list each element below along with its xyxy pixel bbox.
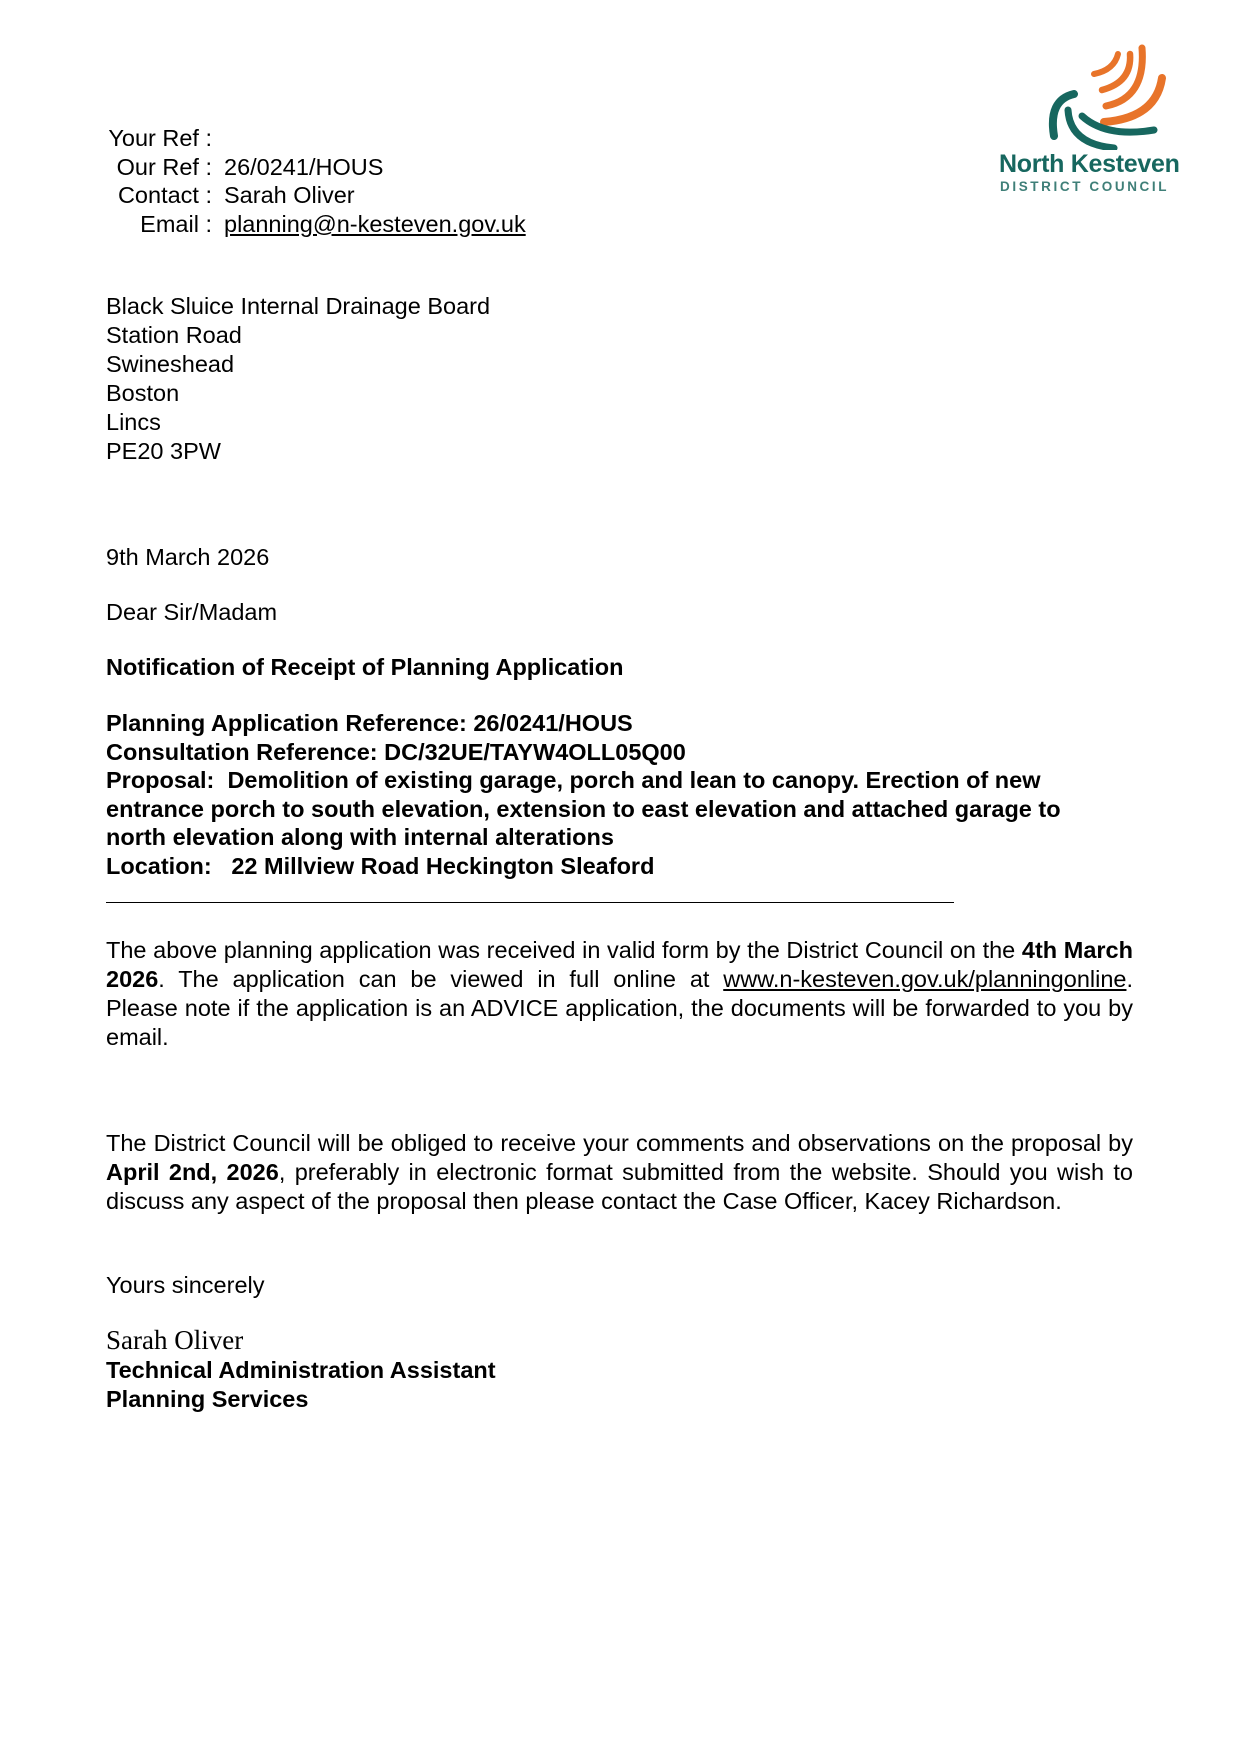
planning-online-link[interactable]: www.n-kesteven.gov.uk/planningonline: [723, 966, 1127, 992]
letter-date: 9th March 2026: [106, 544, 270, 570]
application-reference-row: [106, 709, 1133, 738]
your-ref-row: [106, 124, 526, 153]
consultation-reference-row: [106, 738, 1133, 767]
proposal-row: [106, 766, 1126, 852]
consultation-reference-label: Consultation Reference:: [106, 738, 378, 765]
paragraph-text: . Please note if the application is an ADVICE application, the documents will be forwarded to you by email.: [106, 966, 1133, 1050]
paragraph-text: . The application can be viewed in full online at: [158, 966, 724, 992]
recipient-address: [106, 292, 490, 466]
application-reference-label: Planning Application Reference:: [106, 710, 467, 736]
received-date: 4th March 2026: [106, 937, 1133, 992]
proposal-value: Demolition of existing garage, porch and lean to canopy. Erection of new entrance porch to south elevation, extension to east elevation and attached garage to north elevation along with internal alterations: [106, 767, 1061, 851]
email-label: Email :: [140, 210, 212, 237]
location-row: [106, 852, 1133, 881]
contact-value: Sarah Oliver: [224, 182, 355, 209]
reference-block: [106, 124, 526, 238]
council-logo: [996, 40, 1186, 200]
paragraph-text: The above planning application was received in valid form by the District Council on the: [106, 937, 1022, 963]
signatory-department: Planning Services: [106, 1386, 309, 1412]
subject-heading: Notification of Receipt of Planning Application: [106, 654, 624, 680]
contact-row: [106, 181, 526, 210]
valediction: Yours sincerely: [106, 1272, 265, 1298]
swirl-logo-icon: [996, 40, 1186, 150]
paragraph-text: The District Council will be obliged to receive your comments and observations on the proposal by: [106, 1130, 1133, 1156]
address-line: PE20 3PW: [106, 438, 221, 464]
our-ref-row: [106, 153, 526, 182]
comments-deadline: April 2nd, 2026: [106, 1159, 279, 1185]
application-details: [106, 709, 1133, 881]
address-line: Black Sluice Internal Drainage Board: [106, 293, 491, 319]
paragraph-comments: [106, 1129, 1133, 1216]
signature: Sarah Oliver: [106, 1325, 244, 1355]
application-reference-value: 26/0241/HOUS: [473, 710, 633, 736]
address-line: Lincs: [106, 409, 161, 435]
logo-name: North Kesteven: [999, 150, 1180, 178]
email-row: [106, 210, 526, 239]
address-line: Swineshead: [106, 351, 235, 377]
divider-rule: [106, 902, 954, 903]
address-line: Boston: [106, 380, 180, 406]
our-ref-value: 26/0241/HOUS: [224, 153, 384, 180]
email-link[interactable]: planning@n-kesteven.gov.uk: [224, 210, 526, 237]
location-label: Location:: [106, 852, 212, 879]
our-ref-label: Our Ref :: [116, 153, 212, 180]
signatory-title: Technical Administration Assistant: [106, 1357, 496, 1383]
logo-subtitle: DISTRICT COUNCIL: [1000, 179, 1170, 194]
your-ref-label: Your Ref :: [108, 125, 212, 151]
contact-label: Contact :: [117, 182, 212, 209]
salutation: Dear Sir/Madam: [106, 599, 278, 625]
paragraph-received: [106, 936, 1133, 1052]
address-line: Station Road: [106, 322, 242, 348]
consultation-reference-value: DC/32UE/TAYW4OLL05Q00: [384, 738, 686, 765]
paragraph-text: , preferably in electronic format submitted from the website. Should you wish to discuss any aspect of the proposal then please contact the Case Officer, Kacey Richardson.: [106, 1159, 1133, 1214]
location-value: 22 Millview Road Heckington Sleaford: [231, 852, 655, 879]
proposal-label: Proposal:: [106, 767, 215, 794]
